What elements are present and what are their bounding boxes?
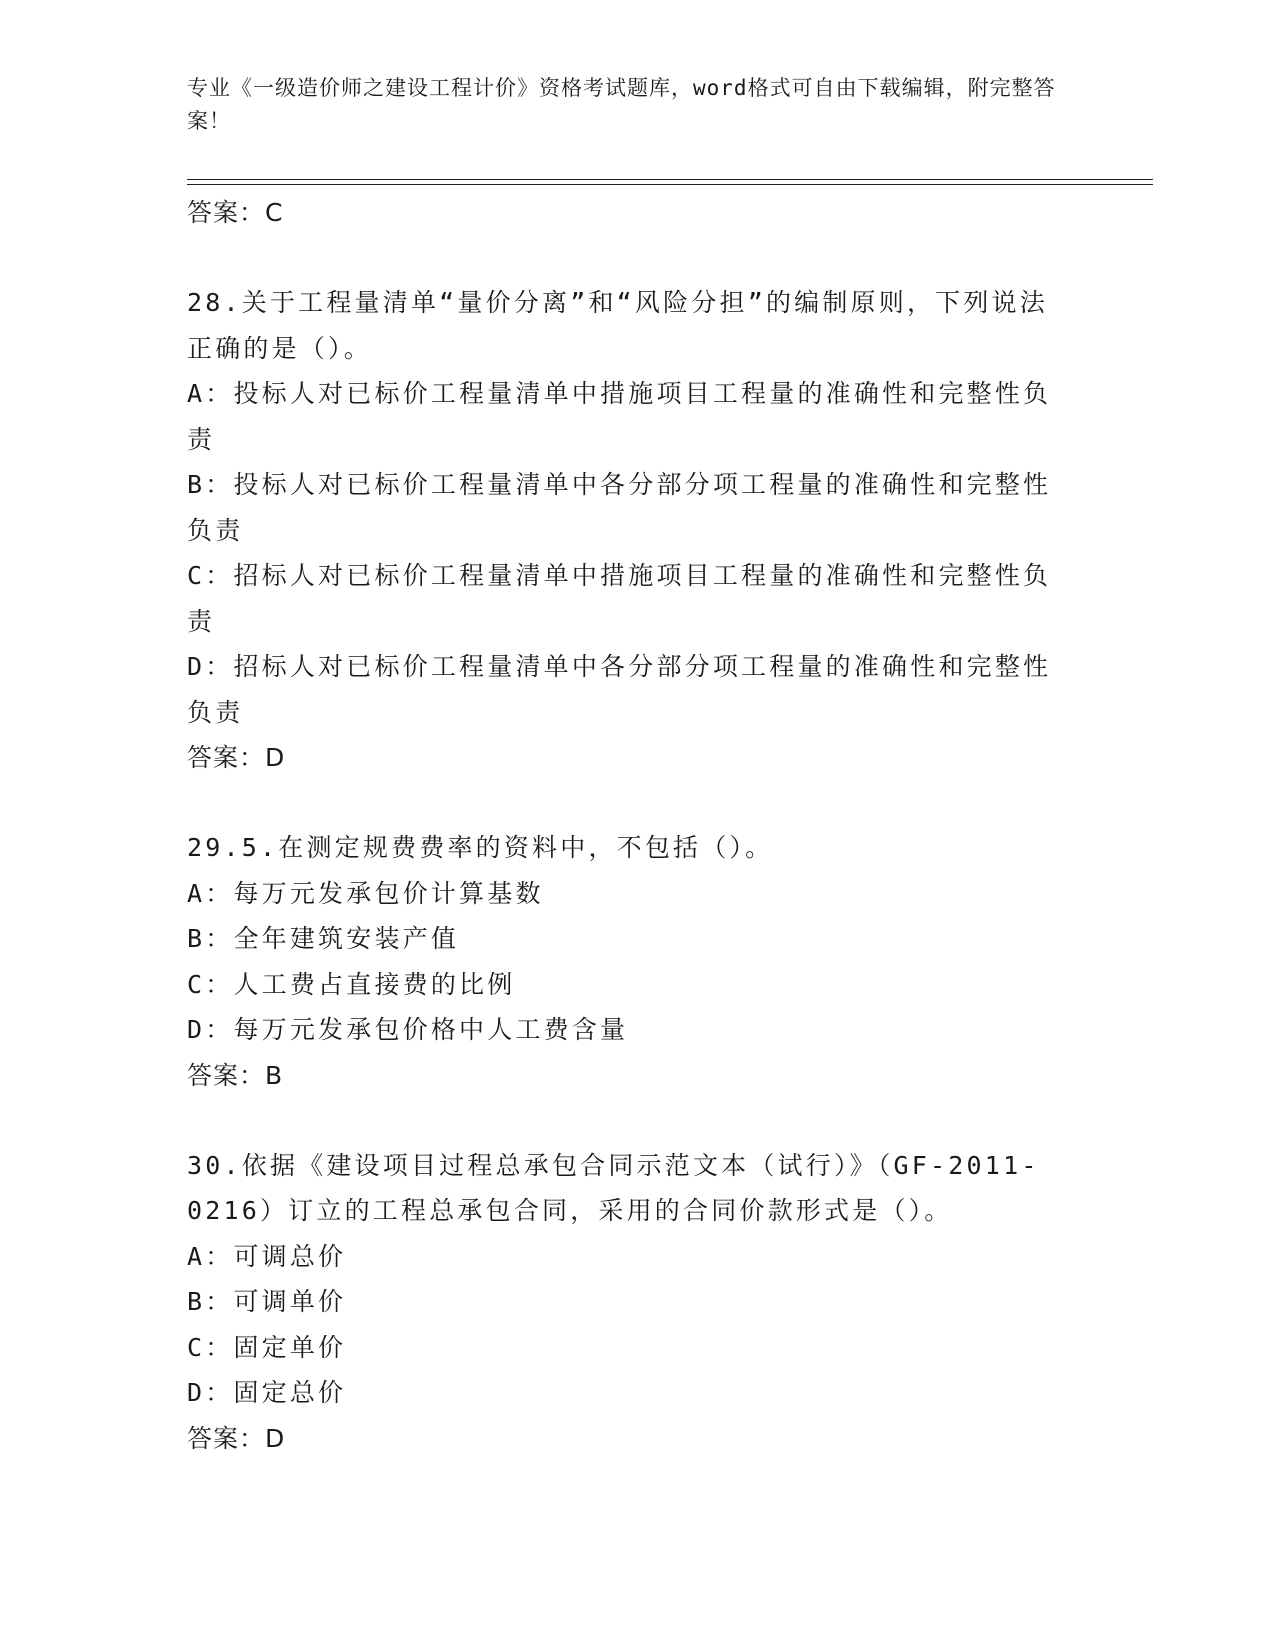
option-c: C：固定单价 — [187, 1332, 347, 1362]
option-d: D：每万元发承包价格中人工费含量 — [187, 1015, 629, 1044]
question-30 — [187, 1143, 1087, 1462]
option-c: C：招标人对已标价工程量清单中措施项目工程量的准确性和完整性负责 — [187, 561, 1052, 636]
option-c: C：人工费占直接费的比例 — [187, 969, 516, 999]
question-28 — [187, 280, 1087, 781]
option-d: D：招标人对已标价工程量清单中各分部分项工程量的准确性和完整性负责 — [187, 652, 1052, 727]
question-29 — [187, 825, 1087, 1099]
option-a: A：投标人对已标价工程量清单中措施项目工程量的准确性和完整性负责 — [187, 379, 1052, 454]
option-a: A：每万元发承包价计算基数 — [187, 878, 544, 908]
option-b: B：可调单价 — [187, 1287, 347, 1316]
answer-28: 答案：D — [187, 743, 286, 772]
question-stem: 29.5.在测定规费费率的资料中，不包括（）。 — [187, 833, 774, 862]
question-stem: 30.依据《建设项目过程总承包合同示范文本（试行）》（GF-2011-0216）订立的工程总承包合同，采用的合同价款形式是（）。 — [187, 1150, 1040, 1225]
option-d: D：固定总价 — [187, 1378, 347, 1407]
question-stem: 28.关于工程量清单“量价分离”和“风险分担”的编制原则，下列说法正确的是（）。 — [187, 288, 1048, 363]
header-divider — [187, 179, 1153, 185]
question-list — [187, 190, 1087, 1462]
answer-27: 答案：C — [187, 198, 284, 227]
option-a: A：可调总价 — [187, 1241, 347, 1271]
option-b: B：投标人对已标价工程量清单中各分部分项工程量的准确性和完整性负责 — [187, 470, 1052, 545]
answer-29: 答案：B — [187, 1060, 284, 1090]
document-intro: 专业《一级造价师之建设工程计价》资格考试题库，word格式可自由下载编辑，附完整答案！ — [187, 76, 1056, 133]
answer-30: 答案：D — [187, 1423, 286, 1453]
option-b: B：全年建筑安装产值 — [187, 924, 460, 953]
